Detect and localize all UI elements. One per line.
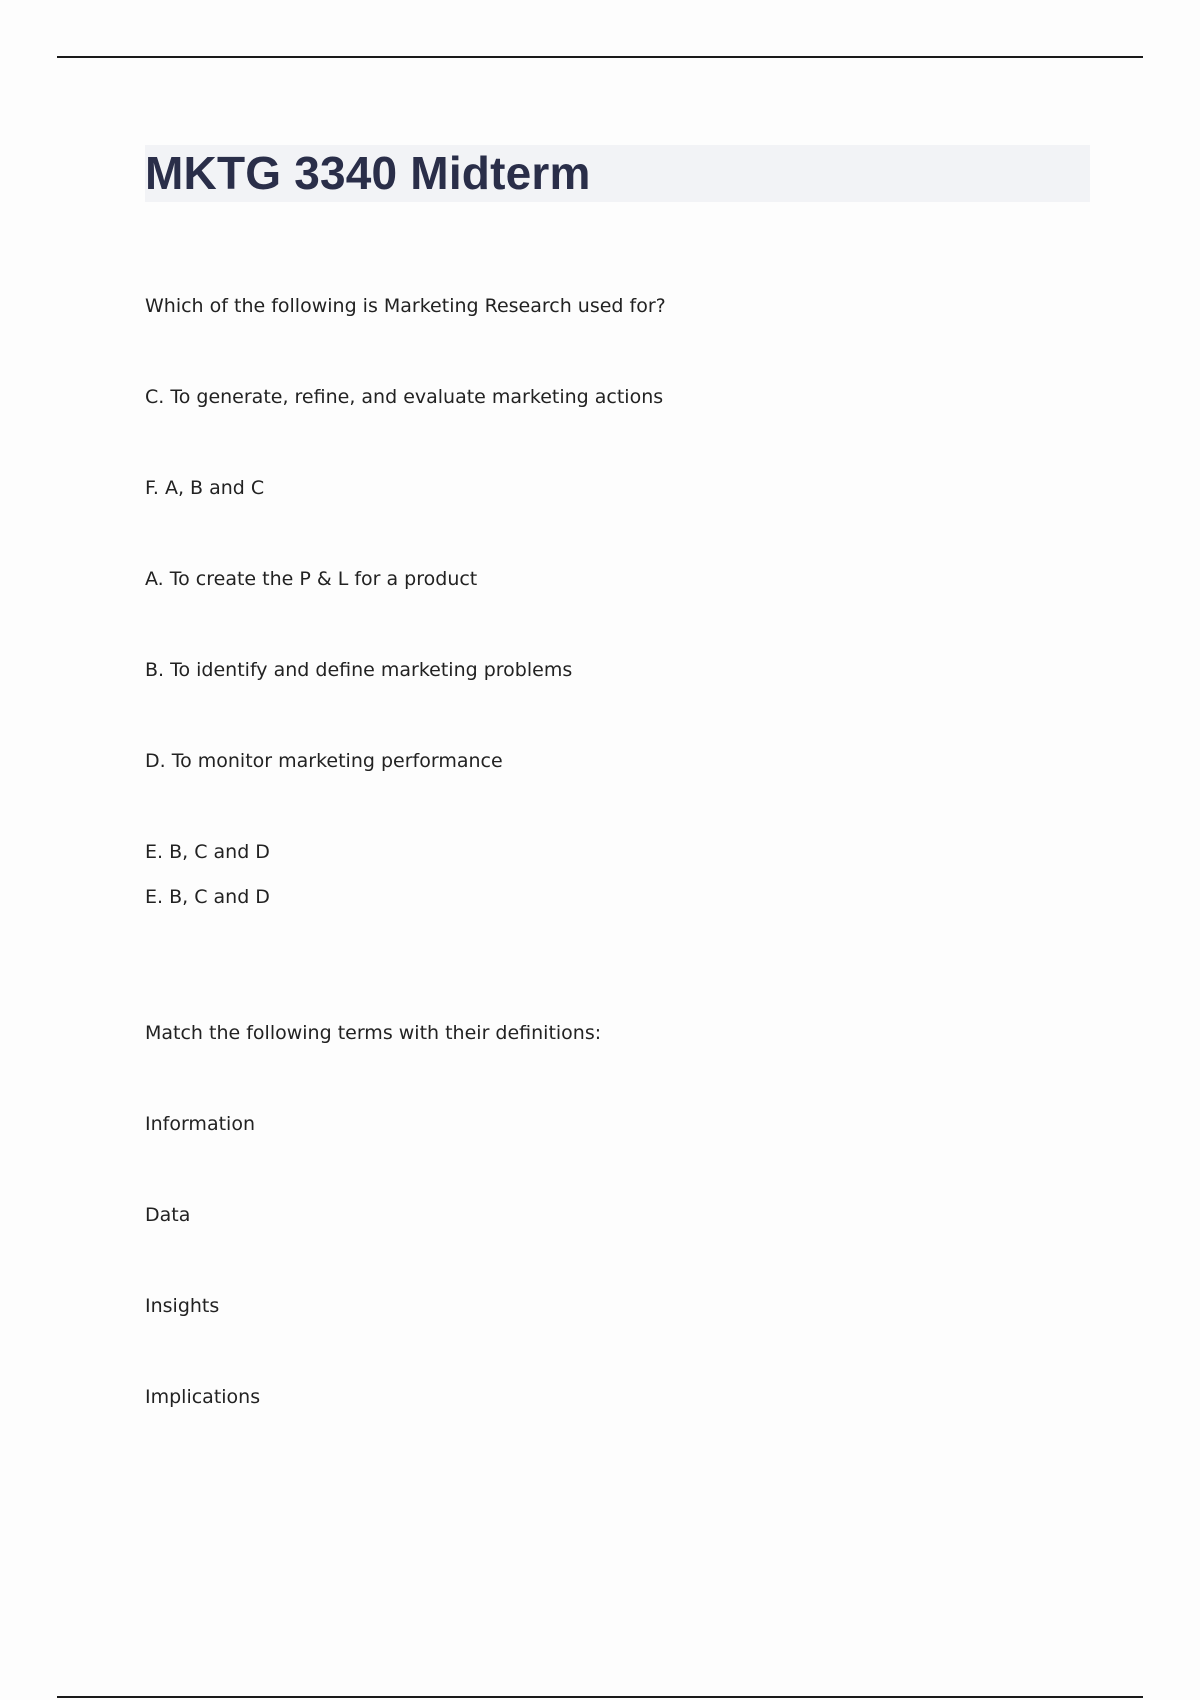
question-1-option: F. A, B and C (145, 477, 265, 499)
question-1-option: D. To monitor marketing performance (145, 750, 503, 772)
question-2-term: Data (145, 1204, 191, 1226)
question-1-option: A. To create the P & L for a product (145, 568, 478, 590)
question-2-term: Implications (145, 1386, 261, 1408)
footer-rule (57, 1696, 1143, 1698)
question-1-prompt: Which of the following is Marketing Research used for? (145, 295, 666, 317)
question-1-option: C. To generate, refine, and evaluate marketing actions (145, 386, 664, 408)
question-2-term: Insights (145, 1295, 220, 1317)
question-2-term: Information (145, 1113, 255, 1135)
question-2-prompt: Match the following terms with their definitions: (145, 1022, 602, 1044)
page-title: MKTG 3340 Midterm (145, 147, 591, 199)
question-1-option: E. B, C and D (145, 841, 270, 863)
question-1-option: B. To identify and define marketing problems (145, 659, 573, 681)
header-rule (57, 56, 1143, 58)
question-1-answer: E. B, C and D (145, 886, 270, 908)
